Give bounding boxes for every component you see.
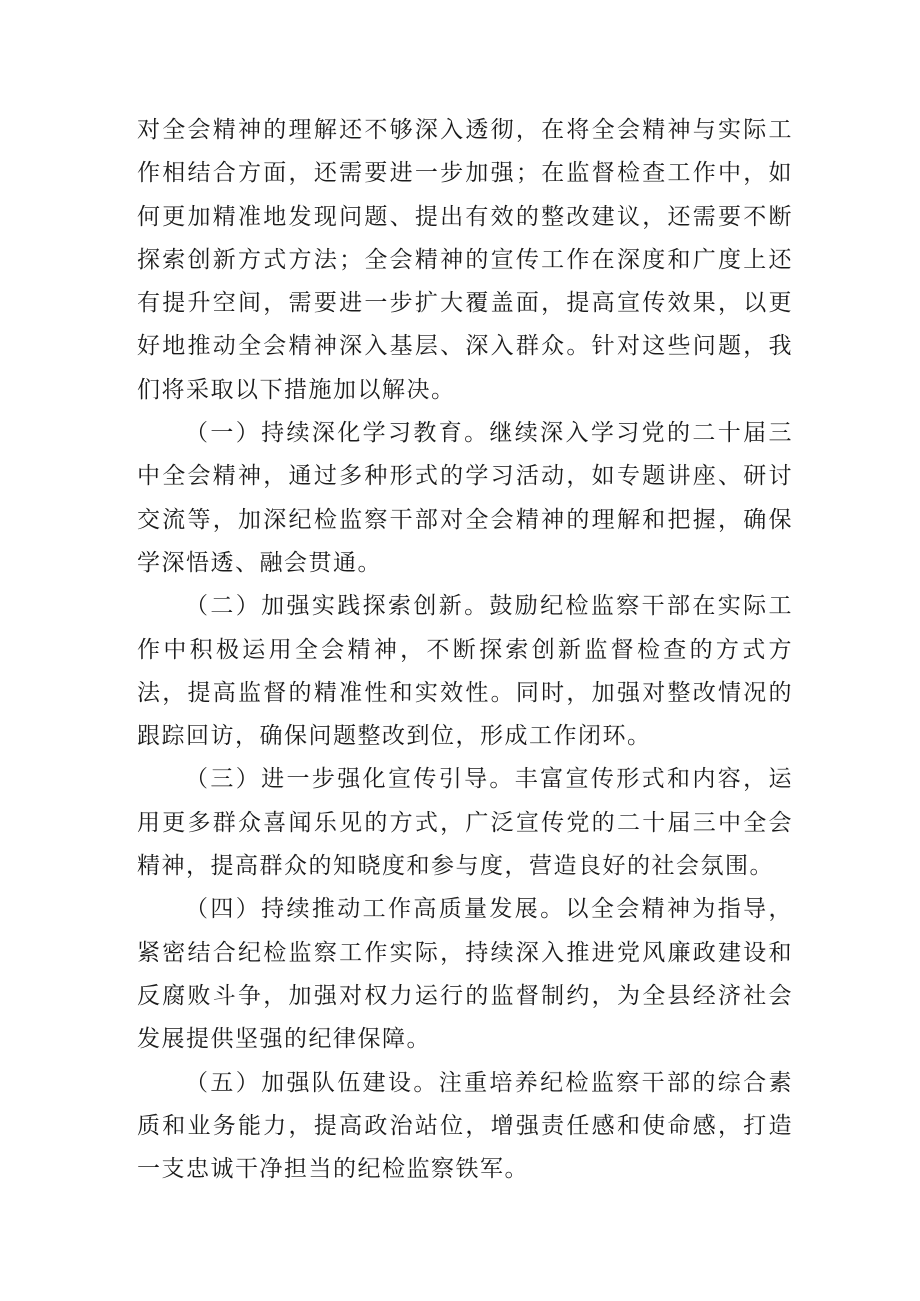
paragraph-measure-3: （三）进一步强化宣传引导。丰富宣传形式和内容，运用更多群众喜闻乐见的方式，广泛宣传党的二十届三中全会精神，提高群众的知晓度和参与度，营造良好的社会氛围。 [137, 766, 793, 880]
paragraph-measure-5: （五）加强队伍建设。注重培养纪检监察干部的综合素质和业务能力，提高政治站位，增强责任感和使命感，打造一支忠诚干净担当的纪检监察铁军。 [137, 1069, 793, 1183]
document-body [137, 109, 793, 1191]
paragraph-intro: 对全会精神的理解还不够深入透彻，在将全会精神与实际工作相结合方面，还需要进一步加强；在监督检查工作中，如何更加精准地发现问题、提出有效的整改建议，还需要不断探索创新方式方法；全会精神的宣传工作在深度和广度上还有提升空间，需要进一步扩大覆盖面，提高宣传效果，以更好地推动全会精神深入基层、深入群众。针对这些问题，我们将采取以下措施加以解决。 [137, 117, 793, 403]
paragraph-measure-4: （四）持续推动工作高质量发展。以全会精神为指导，紧密结合纪检监察工作实际，持续深入推进党风廉政建设和反腐败斗争，加强对权力运行的监督制约，为全县经济社会发展提供坚强的纪律保障。 [137, 896, 793, 1053]
paragraph-measure-2: （二）加强实践探索创新。鼓励纪检监察干部在实际工作中积极运用全会精神，不断探索创新监督检查的方式方法，提高监督的精准性和实效性。同时，加强对整改情况的跟踪回访，确保问题整改到位，形成工作闭环。 [137, 593, 793, 750]
paragraph-measure-1: （一）持续深化学习教育。继续深入学习党的二十届三中全会精神，通过多种形式的学习活动，如专题讲座、研讨交流等，加深纪检监察干部对全会精神的理解和把握，确保学深悟透、融会贯通。 [137, 420, 793, 576]
